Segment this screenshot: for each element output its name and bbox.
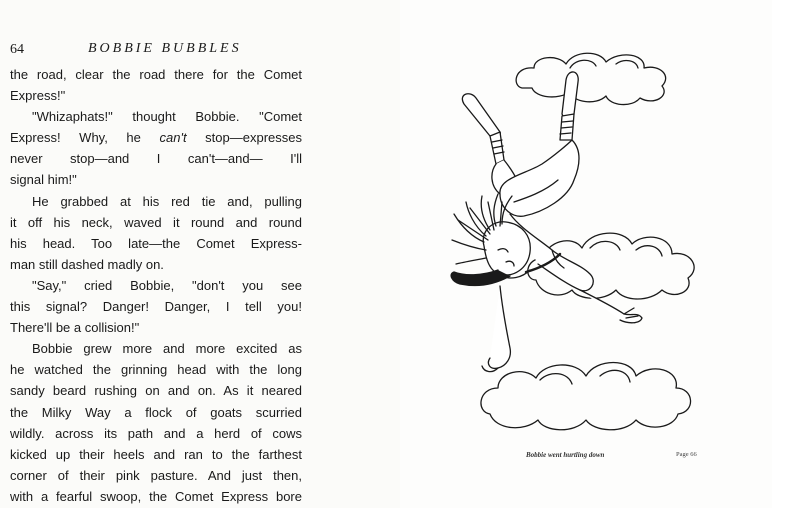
page-number: 64 bbox=[10, 42, 24, 57]
falling-boy-illustration bbox=[440, 36, 730, 456]
text-line: kicked up their heels and ran to the farthest bbox=[10, 446, 302, 462]
boy-figure bbox=[451, 72, 642, 372]
text-line: man still dashed madly on. bbox=[10, 256, 164, 272]
page-edge bbox=[772, 0, 805, 508]
text-line: with a fearful swoop, the Comet Express bore bbox=[10, 488, 302, 504]
text-line: he watched the grinning head with the long bbox=[10, 362, 302, 378]
text-line: signal him!" bbox=[10, 172, 77, 188]
text-line: "Whizaphats!" thought Bobbie. "Comet bbox=[32, 109, 302, 125]
text-line: this signal? Danger! Danger, I tell you! bbox=[10, 299, 302, 315]
italic-word: can't bbox=[159, 130, 187, 146]
plate-page-label: Page 66 bbox=[676, 451, 697, 458]
text-line: There'll be a collision!" bbox=[10, 320, 140, 336]
text-line: wildly. across its path and a herd of cows bbox=[10, 425, 302, 441]
text-line: "Say," cried Bobbie, "don't you see bbox=[32, 277, 302, 293]
text-line: never stop—and I can't—and— I'll bbox=[10, 151, 302, 167]
illustration-caption: Bobbie went hurtling down bbox=[526, 451, 605, 459]
text-line: his head. Too late—the Comet Express- bbox=[10, 235, 302, 251]
running-head bbox=[10, 40, 330, 62]
text-line: He grabbed at his red tie and, pulling bbox=[32, 193, 302, 209]
text-line: sandy beard rushing on and on. As it neared bbox=[10, 383, 302, 399]
body-text bbox=[10, 64, 302, 507]
book-title: BOBBIE BUBBLES bbox=[88, 41, 242, 56]
text-line: the road, clear the road there for the Comet bbox=[10, 67, 302, 82]
text-fragment: stop—expresses bbox=[205, 130, 302, 146]
text-line: Express!" bbox=[10, 88, 66, 104]
text-line: Bobbie grew more and more excited as bbox=[32, 341, 302, 357]
left-page bbox=[0, 0, 400, 508]
text-line: it off his neck, waved it round and round bbox=[10, 214, 302, 230]
text-fragment: Express! Why, he bbox=[10, 130, 141, 146]
text-line: corner of their pink pasture. And just then, bbox=[10, 467, 302, 483]
text-line bbox=[10, 127, 302, 148]
cloud-icon bbox=[481, 363, 691, 430]
text-line: the Milky Way a flock of goats scurried bbox=[10, 404, 302, 420]
cloud-icon bbox=[516, 53, 666, 104]
